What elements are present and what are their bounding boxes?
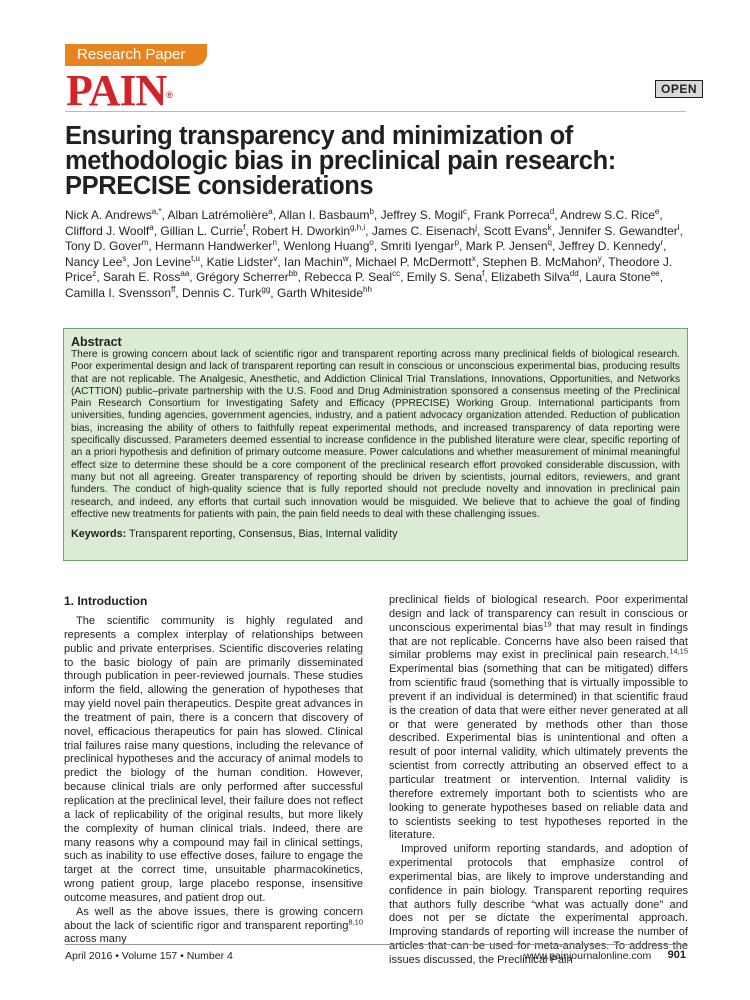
author-separator: , [126, 254, 134, 269]
author-separator: , [551, 239, 559, 254]
abstract-body: There is growing concern about lack of scientific rigor and transparent reporting across many preclinical fields of biological research. Poor experimental design and lack of transparent reporting can result in conscious or unconscious experimental bias, producing results that are not replicable. The Analgesic, Anesthetic, and Addiction Clinical Trial Translations, Innovations, Opportunities, and Networks (ACTTION) public–private partnership with the U.S. Food and Drug Administration sponsored a consensus meeting of the Preclinical Pain Research Consortium for Investigating Safety and Efficacy (PPRECISE) Working Group. International participants from universities, funding agencies, government agencies, industry, and a patient advocacy organization attended. Reduction of publication bias, increasing the ability of others to faithfully repeat experimental methods, and increased transparency of data reporting were specifically discussed. Parameters deemed essential to increase confidence in the published literature were clear, specific reporting of an a priori hypothesis and definition of primary outcome measure. Power calculations and whether measurement of minimal meaningful effect size to determine these should be a core component of the preclinical research effort provoked considerable discussion, with many but not all agreeing. Greater transparency of reporting should be driven by scientists, journal editors, reviewers, and grant funders. The conduct of high-quality science that is fully reported should not preclude novelty and innovation in preclinical pain research, and indeed, any efforts that curtail such innovation would be misguided. We believe that to achieve the goal of finding effective new treatments for patients with pain, the pain field needs to deal with these challenging issues. [71, 349, 680, 520]
author-affiliation: gg [261, 284, 271, 294]
journal-name: PAIN [66, 66, 167, 115]
paragraph: Improved uniform reporting standards, and adoption of experimental protocols that emphasize control of experimental bias, are likely to improve understanding and confidence in pain biology. Transparent reporting requires that authors fully describe “what was actually done” and does not per se dictate the experimental approach. Improving standards of reporting will increase the number of articles that can be used for meta-analyses. To address the issues discussed, the Preclinical Pain [389, 843, 688, 966]
author-separator: , [475, 254, 483, 269]
author-name: Wenlong Huang [283, 239, 370, 254]
author-name: Hermann Handwerker [155, 239, 273, 254]
author-separator: , [578, 270, 586, 285]
header-divider [65, 111, 686, 112]
author-affiliation: f [482, 269, 485, 279]
author-name: Katie Lidster [206, 254, 274, 269]
author-name: Scott Evans [483, 223, 548, 238]
author-name: Rebecca P. Seal [304, 270, 393, 285]
author-name: Theodore J. Price [65, 254, 673, 285]
paragraph-text: across many [64, 933, 127, 946]
journal-url[interactable]: www.painjournalonline.com [524, 950, 652, 962]
author-affiliation: r [660, 238, 664, 248]
author-affiliation: ff [171, 284, 176, 294]
author-separator: , [277, 254, 285, 269]
abstract-box [63, 328, 688, 561]
author-affiliation: x [471, 253, 476, 263]
author-separator: , [272, 208, 279, 222]
author-affiliation: d [549, 207, 555, 216]
author-affiliation: dd [569, 269, 579, 279]
author-separator: , [189, 270, 196, 285]
author-separator: , [663, 239, 667, 254]
author-name: Michael P. McDermott [355, 254, 472, 269]
keywords-label: Keywords: [71, 528, 127, 541]
author-separator: , [601, 254, 609, 269]
author-affiliation: y [597, 253, 602, 263]
author-name: Nick A. Andrews [65, 208, 152, 222]
author-name: Laura Stone [585, 270, 651, 285]
author-name: Grégory Scherrer [195, 270, 289, 285]
author-name: Nancy Lee [65, 254, 123, 269]
author-separator: , [659, 270, 663, 285]
article-title: Ensuring transparency and minimization of methodologic bias in preclinical pain research: PPRECISE considerations [65, 122, 616, 200]
author-separator: , [148, 239, 156, 254]
author-name: Clifford J. Woolf [65, 223, 150, 238]
author-name: Gillian L. Currie [160, 223, 244, 238]
author-name: Stephen B. McMahon [482, 254, 598, 269]
issue-info: April 2016 • Volume 157 • Number 4 [65, 950, 233, 962]
section-heading: 1. Introduction [64, 594, 148, 608]
author-affiliation: b [369, 207, 374, 216]
author-affiliation: v [273, 253, 278, 263]
author-affiliation: f [243, 222, 246, 232]
author-separator: , [96, 270, 104, 285]
author-separator: , [459, 239, 466, 254]
author-name: Elizabeth Silva [491, 270, 570, 285]
right-column [389, 594, 688, 968]
author-name: Alban Latrémolière [167, 208, 269, 222]
author-separator: , [245, 223, 252, 238]
article-type-tag: Research Paper [65, 44, 207, 66]
author-name: Jennifer S. Gewandter [558, 223, 678, 238]
author-affiliation: hh [363, 284, 372, 294]
author-name: Frank Porreca [473, 208, 550, 222]
author-separator: , [276, 239, 284, 254]
author-name: Sarah E. Ross [103, 270, 181, 285]
author-name: Robert H. Dworkin [252, 223, 351, 238]
keywords [71, 528, 680, 541]
author-separator: , [373, 239, 381, 254]
author-affiliation: t,u [191, 253, 200, 263]
left-column [64, 594, 363, 947]
author-name: Emily S. Sena [406, 270, 483, 285]
registered-mark: ® [166, 90, 172, 100]
paragraph: The scientific community is highly regulated and represents a complex interplay of relationships between public and private enterprises. Scientific discoveries relating to the basic biology of pain are primarily disseminated through publication in peer-reviewed journals. These studies inform the field, allowing the generation of hypotheses that may yield novel pain therapeutics. Despite great advances in the treatment of pain, there is a concern that discovery of novel, efficacious therapeutics for pain has slowed. Clinical trial failures raise many questions, including the relevance of preclinical hypotheses and the accuracy of animal models to predict the biology of the human condition. However, because clinical trials are only performed after successful replication at the preclinical level, their failure does not reflect a lack of replicability of the original results, but more likely the complexity of human clinical trials. Indeed, there are many reasons why a compound may fail in clinical settings, such as inability to use effective doses, failure to engage the target at the correct time, unsuitable pharmacokinetics, wrong patient group, large placebo response, insensitive outcome measures, and patient drop out. [64, 615, 363, 904]
author-affiliation: cc [392, 269, 401, 279]
author-name: Mark P. Jensen [465, 239, 548, 254]
author-affiliation: p [454, 238, 460, 248]
author-affiliation: n [272, 238, 277, 248]
author-name: Ian Machin [284, 254, 343, 269]
author-affiliation: e [654, 207, 660, 216]
open-access-badge: OPEN [655, 80, 703, 98]
author-affiliation: w [342, 253, 349, 263]
keywords-list: Transparent reporting, Consensus, Bias, Internal validity [129, 528, 398, 541]
author-affiliation: a [268, 207, 273, 216]
author-name: Smriti Iyengar [380, 239, 455, 254]
author-separator: , [348, 254, 356, 269]
author-separator: , [484, 270, 492, 285]
author-affiliation: bb [288, 269, 298, 279]
author-affiliation: l [677, 222, 680, 232]
author-separator: , [554, 208, 561, 222]
author-name: Camilla I. Svensson [65, 285, 172, 300]
citation[interactable]: 14,15 [669, 646, 688, 656]
author-affiliation: a,* [151, 207, 162, 216]
paragraph-text: that may result in findings that are not replicable. Concerns have also been raised that similar problems may exist in preclinical pain research. [389, 621, 688, 662]
citation[interactable]: 19 [543, 619, 552, 629]
author-affiliation: j [475, 222, 477, 232]
author-separator: , [373, 208, 381, 222]
page-number: 901 [667, 949, 686, 961]
author-affiliation: a [149, 222, 154, 232]
author-separator: , [400, 270, 407, 285]
author-affiliation: k [547, 222, 552, 232]
author-separator: , [297, 270, 305, 285]
author-affiliation: z [92, 269, 97, 279]
author-name: Tony D. Gover [65, 239, 142, 254]
author-separator: , [365, 223, 372, 238]
author-affiliation: g,h,i [350, 222, 366, 232]
author-separator: , [551, 223, 559, 238]
author-affiliation: s [122, 253, 127, 263]
author-separator: , [200, 254, 207, 269]
author-name: Jeffrey D. Kennedy [558, 239, 661, 254]
journal-logo [66, 68, 172, 114]
paragraph-text: preclinical fields of biological research. Poor experimental design and lack of transparency can result in conscious or unconscious experimental bias [389, 594, 688, 634]
author-name: Dennis C. Turk [182, 285, 262, 300]
author-separator: , [659, 208, 663, 222]
author-affiliation: o [369, 238, 374, 248]
author-separator: , [175, 285, 183, 300]
author-affiliation: aa [180, 269, 190, 279]
author-affiliation: q [547, 238, 552, 248]
author-list [65, 208, 700, 302]
author-separator: , [161, 208, 168, 222]
author-separator: , [467, 208, 474, 222]
paragraph [389, 594, 688, 843]
author-name: Jeffrey S. Mogil [380, 208, 464, 222]
author-name: James C. Eisenach [371, 223, 476, 238]
author-separator: , [270, 285, 277, 300]
author-separator: , [679, 223, 683, 238]
paragraph [64, 906, 363, 948]
paragraph-text: As well as the above issues, there is growing concern about the lack of scientific rigor and transparent reporting [64, 905, 363, 932]
author-name: Andrew S.C. Rice [560, 208, 655, 222]
author-name: Allan I. Basbaum [278, 208, 370, 222]
author-name: Jon Levine [133, 254, 192, 269]
author-separator: , [153, 223, 161, 238]
author-affiliation: ee [650, 269, 660, 279]
footer-divider [65, 944, 686, 945]
paragraph-text: Experimental bias (something that can be mitigated) differs from scientific fraud (something that is virtually impossible to prevent if an individual is determined) in that scientific fraud is the creation of data that were either never generated at all or that were generated by methods other than those described. Experimental bias is unintentional and often a result of poor internal validity, which ultimately prevents the scientist from correctly attributing an observed effect to a particular treatment or intervention. Internal validity is therefore extremely important both to scientists who are looking to generate hypotheses based on reliable data and to scientists seeking to test hypotheses reported in the literature. [389, 663, 688, 842]
author-affiliation: m [141, 238, 149, 248]
citation[interactable]: 8,10 [348, 916, 363, 926]
author-separator: , [477, 223, 484, 238]
author-name: Garth Whiteside [276, 285, 364, 300]
author-affiliation: c [463, 207, 468, 216]
abstract-heading: Abstract [71, 335, 122, 349]
